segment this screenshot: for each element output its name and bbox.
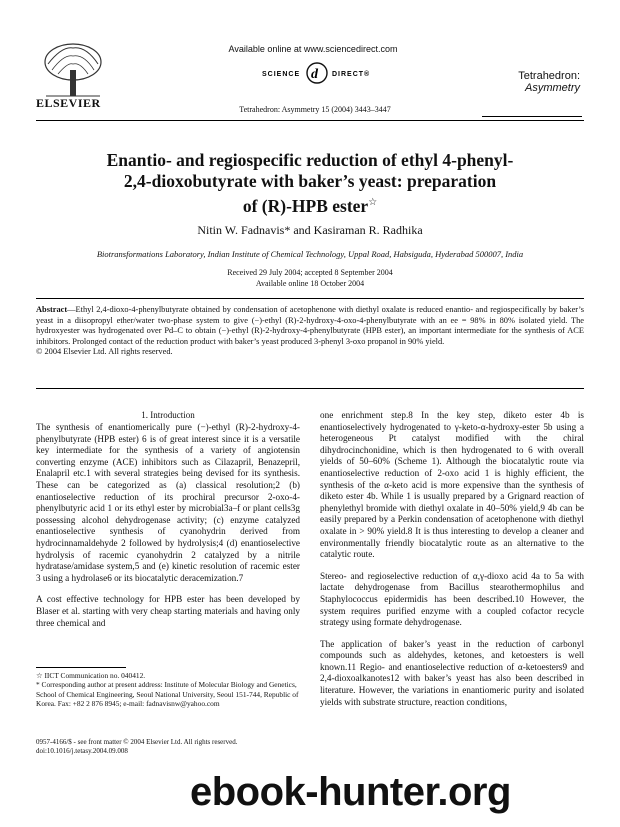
footnote-rule <box>36 667 126 668</box>
publisher-name: ELSEVIER <box>36 96 101 110</box>
article-title <box>60 150 560 217</box>
doi-line: doi:10.1016/j.tetasy.2004.09.008 <box>36 747 128 755</box>
abstract-rule-top <box>36 298 584 299</box>
header-rule <box>36 120 584 121</box>
authors: Nitin W. Fadnavis* and Kasiraman R. Radhika <box>197 223 423 237</box>
available-online-text: Available online at www.sciencedirect.com <box>228 44 398 54</box>
issn-block <box>36 738 336 756</box>
section-heading: 1. Introduction <box>141 410 195 420</box>
watermark-text: ebook-hunter.org <box>190 770 511 814</box>
abstract <box>36 305 584 358</box>
footnote-1: ☆ IICT Communication no. 040412. <box>36 671 146 680</box>
left-paragraph-1: The synthesis of enantiomerically pure (−)-ethyl (R)-2-hydroxy-4-phenylbutyrate (HPB ester) 6 is of great interest since it is a versatile key intermediate for the synthesis of a variety of angiotensin converting enzyme (ACE) inhibitors such as Cilazapril, Benazepril, Enalapril etc.1 with several strategies being devised for its synthesis. These can be categorized as (a) classical resolution;2 (b) enantioselective reduction of its prochiral precursor 2-oxo-4-phenylbutyric acid 1 or its ethyl ester by microbial3a–f or plant cells3g possessing alcohol dehydrogenase activity; (c) enzyme catalyzed enantioselective synthesis of cyanohydrin derived from hydrocinnamaldehyde 2 followed by hydrolysis;4 (d) enantioselective hydrolysis of racemic cyanohydrin 2 catalyzed by a nitrile hydratase/amidase system,5 and (e) kinetic resolution of racemic ester 3 using a hydrolase6 or its biocatalytic deracemization.7 <box>36 422 300 583</box>
title-footnote-mark: ☆ <box>368 197 378 208</box>
issn-line: 0957-4166/$ - see front matter © 2004 Elsevier Ltd. All rights reserved. <box>36 738 238 746</box>
right-paragraph-3: The application of baker’s yeast in the reduction of carbonyl compounds such as aldehydes, ketones, and ketoesters is well known.11 Regio- and enantioselective reduction of α-ketoesters9 and 2,4-dioxoalkanotes12 with baker’s yeast has also been described in literature. However, the variations in enantiomeric purity and isolated yields with substrate structure, reaction conditions, <box>320 638 584 707</box>
title-line-3 <box>60 192 560 217</box>
abstract-label: Abstract <box>36 305 68 314</box>
svg-text:DIRECT®: DIRECT® <box>332 71 371 78</box>
journal-citation <box>190 105 440 114</box>
copyright: © 2004 Elsevier Ltd. All rights reserved. <box>36 347 173 357</box>
right-column <box>320 410 584 718</box>
elsevier-tree-logo <box>42 40 104 100</box>
sciencedirect-logo <box>222 60 412 86</box>
journal-citation-text: Tetrahedron: Asymmetry 15 (2004) 3443–3447 <box>239 105 391 114</box>
footnotes <box>36 671 300 709</box>
journal-title-line1: Tetrahedron: <box>518 70 580 82</box>
abstract-rule-bottom <box>36 388 584 389</box>
svg-text:d: d <box>311 67 318 82</box>
available-date: Available online 18 October 2004 <box>255 279 365 288</box>
right-paragraph-1: one enrichment step.8 In the key step, diketo ester 4b is enantioselectively hydrogenated to γ-keto-α-hydroxy-ester 5b using a heterogeneous Pt catalyst modified with the chiral dihydrocinchonidine, which is then hydrogenated to 6 with overall yields of 50–60% (Scheme 1). Although the biocatalytic route via enantioselective reduction of 2-oxo acid 1 is highly efficient, the synthesis of the α-keto acid is more expensive than the synthesis of diketo ester 4b. While 1 is usually prepared by a Grignard reaction of phenylethyl bromide with diethyl oxalate in 40–50% yield,9 4b can be easily prepared by a Perkin condensation of acetophenone with diethyl oxalate in > 90% yield.8 It is thus interesting to develop a cleaner and environmentally friendly biocatalytic route as an alternative to the catalytic route. <box>320 410 584 560</box>
article-dates <box>150 267 470 289</box>
affiliation: Biotransformations Laboratory, Indian Institute of Chemical Technology, Uppal Road, Habsiguda, Hyderabad 500007, India <box>96 249 524 259</box>
received-date: Received 29 July 2004; accepted 8 September 2004 <box>227 268 393 277</box>
left-column <box>36 422 300 639</box>
journal-title-line2: Asymmetry <box>525 82 580 94</box>
footnote-2: * Corresponding author at present address: Institute of Molecular Biology and Genetics, School of Chemical Engineering, Seoul National University, Seoul 151-744, Republic of Korea. Fax: +82 2 876 8945; e-mail: fadnavisnw@yahoo.com <box>36 680 299 709</box>
title-line-3-text: of (R)-HPB ester <box>242 195 369 216</box>
title-line-1: Enantio- and regiospecific reduction of ethyl 4-phenyl- <box>106 150 514 170</box>
journal-title-rule <box>482 116 582 117</box>
journal-title <box>480 70 580 94</box>
right-paragraph-2: Stereo- and regioselective reduction of α,γ-dioxo acid 4a to 5a with lactate dehydrogenase from Bacillus stearothermophilus and Staphylococcus epidermidis has been described.10 However, the system requires purified enzyme with a coupled cofactor recycle strategy using formate dehydrogenase. <box>320 570 584 628</box>
svg-text:SCIENCE: SCIENCE <box>262 71 301 78</box>
abstract-text: —Ethyl 2,4-dioxo-4-phenylbutyrate obtained by condensation of acetophenone with diethyl oxalate is reduced enantio- and regiospecifically by baker’s yeast in a diisopropyl ether/water two-phase system to give (−)-ethyl (R)-2-hydroxy-4-oxo-4-phenylbutyrate with an ee = 98% in 80% isolated yield. The hydroxyester was hydrogenated over Pd–C to obtain (−)-ethyl (R)-2-hydroxy-4-phenylbutyrate (HPB ester), an important intermediate for the synthesis of ACE inhibitors. Prolonged contact of the reduction product with baker’s yeast produced 3-phenyl 3-oxo propanol in 90% yield. <box>36 305 584 346</box>
left-paragraph-2: A cost effective technology for HPB ester has been developed by Blaser et al. starting with very cheap starting materials and having only three chemical and <box>36 594 300 628</box>
title-line-2: 2,4-dioxobutyrate with baker’s yeast: preparation <box>123 171 497 191</box>
